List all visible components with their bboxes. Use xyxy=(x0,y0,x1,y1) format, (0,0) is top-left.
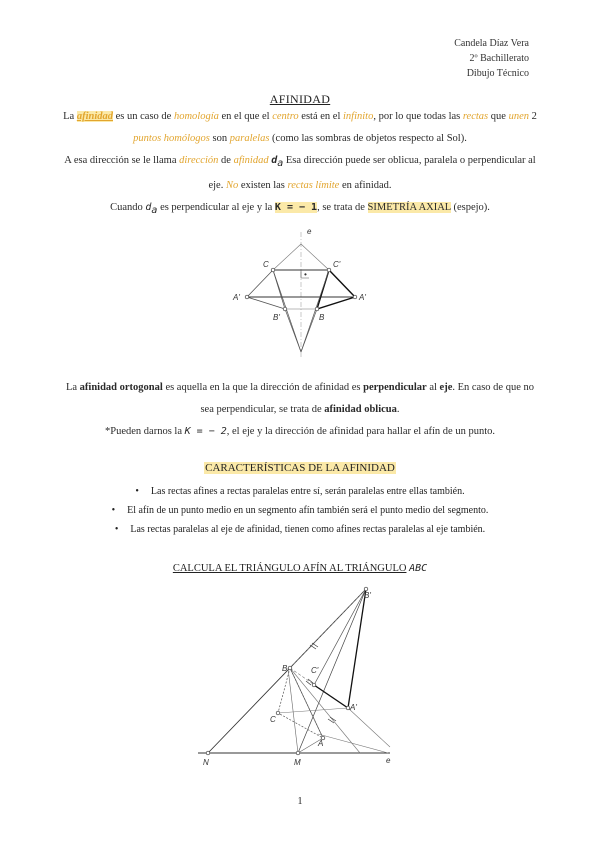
intro-paragraph: La afinidad es un caso de homología en el que el centro está en el infinito, por lo que todas las rectas que unen 2 puntos homólogos son paralelas (como las sombras de objetos respecto al Sol). A esa dirección se le llama dirección de afinidad $d_a$ Esa dirección puede ser oblicua, paralela o perpendicular al eje. No existen las rectas límite en afinidad. Cuando $d_a$ es perpendicular al eje y la K = − 1, se trata de SIMETRÍA AXIAL (espejo). xyxy=(63,111,537,217)
characteristics-title: CARACTERÍSTICAS DE LA AFINIDAD xyxy=(205,462,395,474)
term-afinidad-oblicua: afinidad oblicua xyxy=(324,404,397,415)
svg-text:B: B xyxy=(282,664,288,673)
svg-text:M: M xyxy=(294,758,301,767)
svg-text:A': A' xyxy=(233,293,240,302)
list-item: • Las rectas afines a rectas paralelas entre sí, serán paralelas entre ellas también. xyxy=(60,482,540,501)
svg-text:A': A' xyxy=(359,293,366,302)
ortho-paragraph: La afinidad ortogonal es aquella en la que la dirección de afinidad es perpendicular al eje. En caso de que no sea perpendicular, se trata de afinidad oblicua. *Pueden darnos la K = − 2, el eje y la dirección de afinidad para hallar el afín de un punto. xyxy=(65,382,535,437)
svg-text:C': C' xyxy=(311,666,319,675)
exercise-title: CALCULA EL TRIÁNGULO AFÍN AL TRIÁNGULO ABC xyxy=(172,563,428,574)
characteristics-list xyxy=(60,482,540,539)
list-item: • El afín de un punto medio en un segmento afín también será el punto medio del segmento. xyxy=(60,501,540,520)
svg-text:B: B xyxy=(319,313,325,322)
header-block xyxy=(454,36,529,81)
axis-label: e xyxy=(307,227,312,236)
term-afinidad: afinidad xyxy=(76,111,113,122)
affine-triangle-figure xyxy=(190,582,420,782)
svg-text:A': A' xyxy=(350,703,357,712)
list-item: • Las rectas paralelas al eje de afinidad, tienen como afines rectas paralelas al eje también. xyxy=(60,520,540,539)
svg-text:N: N xyxy=(203,758,209,767)
header-author: Candela Díaz Vera xyxy=(454,38,529,49)
svg-text:C: C xyxy=(263,260,269,269)
svg-text:e: e xyxy=(386,756,391,765)
k-value: K = − 1 xyxy=(274,202,318,214)
svg-text:•: • xyxy=(304,270,307,279)
svg-text:C': C' xyxy=(333,260,341,269)
svg-text:B': B' xyxy=(364,591,371,600)
svg-text:B': B' xyxy=(273,313,280,322)
page-title: AFINIDAD xyxy=(269,92,331,106)
svg-text:A: A xyxy=(318,739,324,748)
page-number: 1 xyxy=(297,796,303,807)
simetria-axial: SIMETRÍA AXIAL xyxy=(367,202,451,214)
symmetry-figure xyxy=(225,222,375,362)
header-course: 2º Bachillerato xyxy=(469,53,529,64)
svg-text:C: C xyxy=(270,715,276,724)
term-afinidad-ortogonal: afinidad ortogonal xyxy=(79,382,163,393)
header-subject: Dibujo Técnico xyxy=(466,68,529,79)
